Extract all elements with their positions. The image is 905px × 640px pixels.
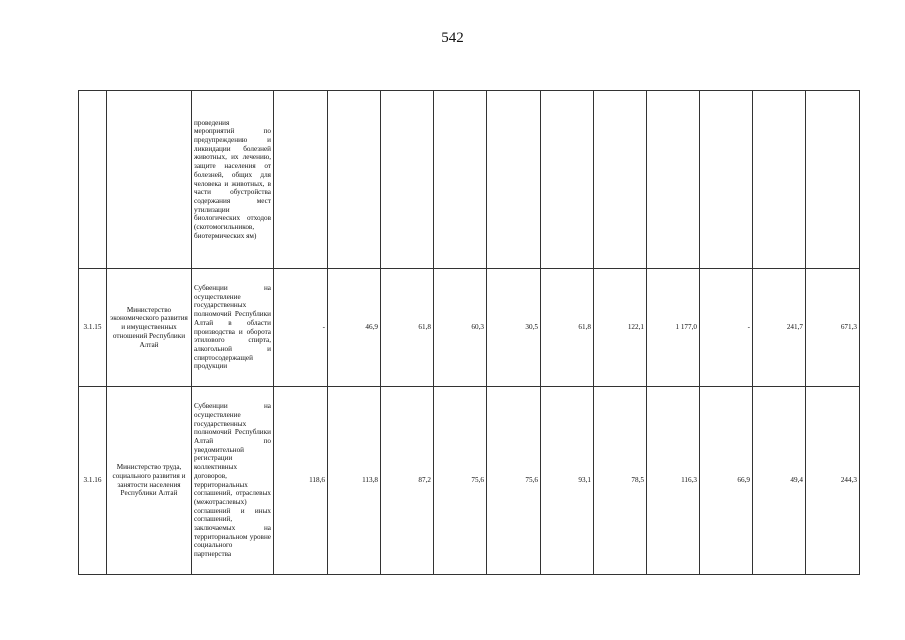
value-cell: 87,2 xyxy=(381,387,434,575)
value-cell xyxy=(274,91,328,269)
value-cell: 671,3 xyxy=(806,269,860,387)
value-cell: 30,5 xyxy=(487,269,541,387)
value-cell xyxy=(647,91,700,269)
value-cell xyxy=(541,91,594,269)
value-cell xyxy=(328,91,381,269)
value-cell: - xyxy=(274,269,328,387)
value-cell: 244,3 xyxy=(806,387,860,575)
value-cell: 116,3 xyxy=(647,387,700,575)
table-row xyxy=(79,387,860,575)
value-cell: 61,8 xyxy=(541,269,594,387)
budget-table xyxy=(78,90,860,575)
value-cell: 122,1 xyxy=(594,269,647,387)
row-description: Субвенции на осуществление государственных полномочий Республики Алтай по уведомительной регистрации коллективных договоров, территориальных соглашений, отраслевых (межотраслевых) соглашений и иных соглашений, заключаемых на территориальном уровне социального партнерства xyxy=(192,387,274,575)
table-row xyxy=(79,91,860,269)
row-organization: Министерство труда, социального развития и занятости населения Республики Алтай xyxy=(107,387,192,575)
value-cell: 60,3 xyxy=(434,269,487,387)
row-number xyxy=(79,91,107,269)
value-cell: 93,1 xyxy=(541,387,594,575)
value-cell: 118,6 xyxy=(274,387,328,575)
value-cell xyxy=(487,91,541,269)
value-cell: 78,5 xyxy=(594,387,647,575)
row-description: Субвенции на осуществление государственных полномочий Республики Алтай в области производства и оборота этилового спирта, алкогольной и спиртосодержащей продукции xyxy=(192,269,274,387)
row-number: 3.1.15 xyxy=(79,269,107,387)
value-cell: 66,9 xyxy=(700,387,753,575)
value-cell xyxy=(381,91,434,269)
table-row xyxy=(79,269,860,387)
value-cell: 46,9 xyxy=(328,269,381,387)
value-cell xyxy=(806,91,860,269)
row-organization xyxy=(107,91,192,269)
row-organization: Министерство экономического развития и имущественных отношений Республики Алтай xyxy=(107,269,192,387)
row-description: проведения мероприятий по предупреждению и ликвидации болезней животных, их лечению, защите населения от болезней, общих для человека и животных, в части обустройства содержания мест утилизации биологических отходов (скотомогильников, биотермических ям) xyxy=(192,91,274,269)
row-number: 3.1.16 xyxy=(79,387,107,575)
value-cell xyxy=(700,91,753,269)
value-cell: 113,8 xyxy=(328,387,381,575)
value-cell: 49,4 xyxy=(753,387,806,575)
value-cell: 1 177,0 xyxy=(647,269,700,387)
value-cell xyxy=(434,91,487,269)
value-cell xyxy=(753,91,806,269)
value-cell: - xyxy=(700,269,753,387)
value-cell: 61,8 xyxy=(381,269,434,387)
value-cell: 75,6 xyxy=(434,387,487,575)
value-cell: 241,7 xyxy=(753,269,806,387)
value-cell xyxy=(594,91,647,269)
value-cell: 75,6 xyxy=(487,387,541,575)
page-number: 542 xyxy=(441,30,464,46)
